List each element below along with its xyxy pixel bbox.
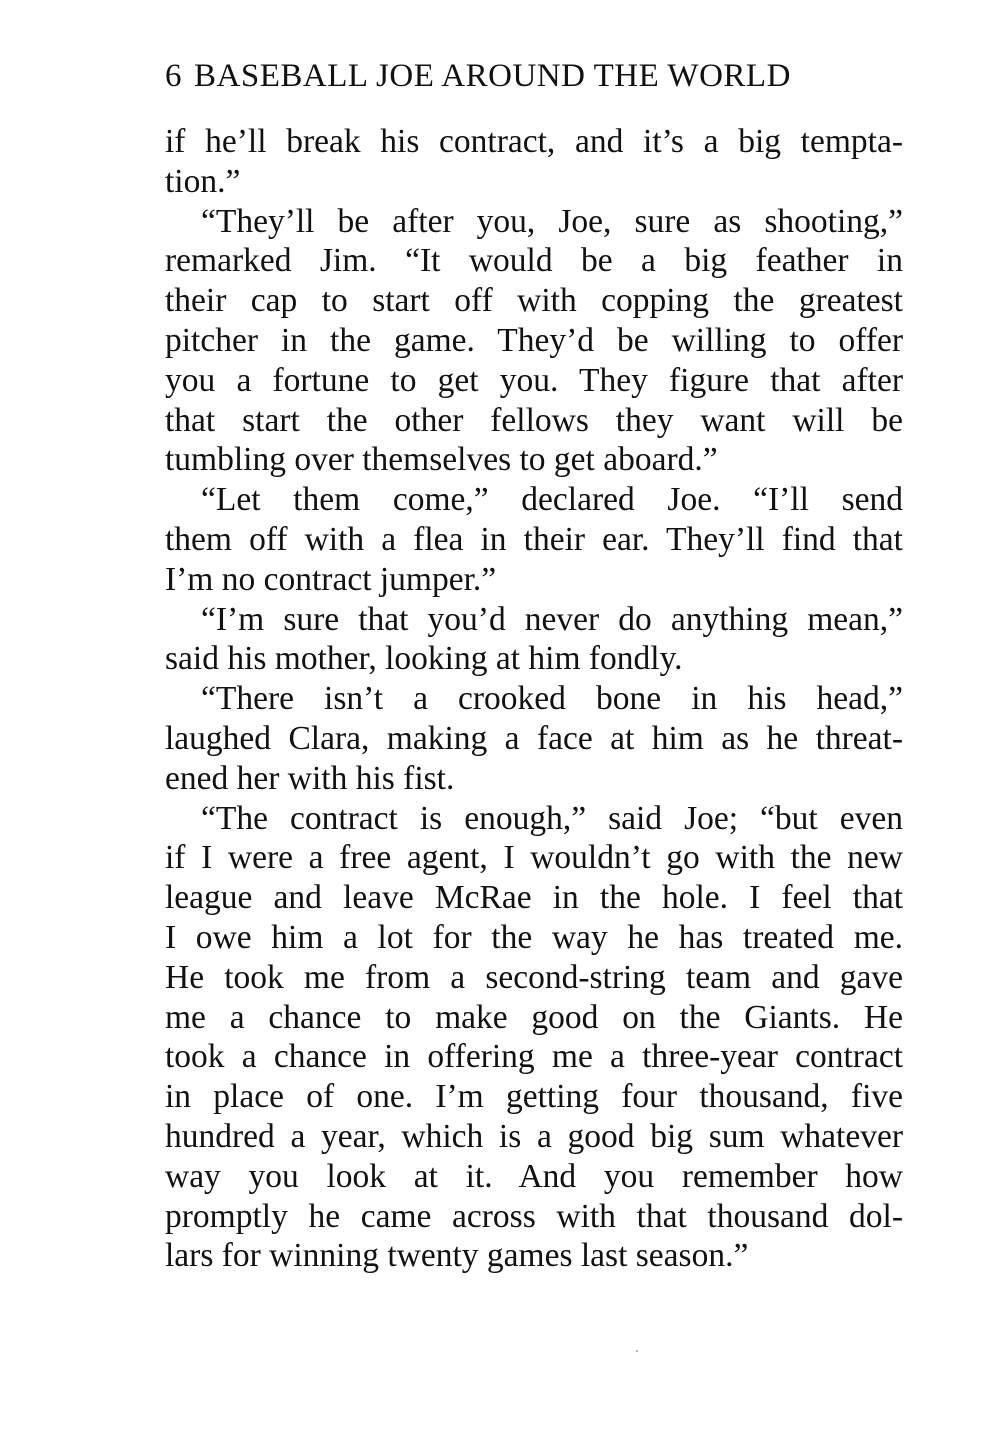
scan-speck — [636, 1350, 638, 1352]
text-line: remarked Jim. “It would be a big feather in — [165, 242, 903, 280]
text-line: “There isn’t a crooked bone in his head,” — [201, 680, 903, 718]
running-title: BASEBALL JOE AROUND THE WORLD — [194, 58, 791, 94]
text-line: “Let them come,” declared Joe. “I’ll send — [201, 481, 903, 519]
book-page — [165, 52, 903, 1276]
text-line: in place of one. I’m getting four thousand, five — [165, 1078, 903, 1116]
text-line: if he’ll break his contract, and it’s a big tempta- — [165, 123, 903, 160]
text-line: league and leave McRae in the hole. I feel that — [165, 879, 903, 917]
text-line: tion.” — [165, 162, 241, 200]
text-line: them off with a flea in their ear. They’ll find that — [165, 520, 903, 558]
text-line: hundred a year, which is a good big sum whatever — [165, 1117, 903, 1155]
text-line: took a chance in offering me a three-year contract — [165, 1038, 903, 1076]
text-line: said his mother, looking at him fondly. — [165, 640, 683, 678]
text-line: way you look at it. And you remember how — [165, 1157, 903, 1195]
text-line: tumbling over themselves to get aboard.” — [165, 441, 718, 479]
text-line: that start the other fellows they want will be — [165, 401, 903, 439]
text-line: “I’m sure that you’d never do anything mean,” — [201, 600, 903, 638]
text-line: if I were a free agent, I wouldn’t go with the new — [165, 839, 903, 877]
text-line: I owe him a lot for the way he has treated me. — [165, 918, 903, 956]
text-line: pitcher in the game. They’d be willing to offer — [165, 321, 903, 359]
text-line: He took me from a second-string team and gave — [165, 958, 903, 996]
text-line: I’m no contract jumper.” — [165, 560, 497, 598]
text-line: lars for winning twenty games last season.” — [165, 1237, 749, 1275]
text-line: you a fortune to get you. They figure that after — [165, 361, 903, 399]
text-line: me a chance to make good on the Giants. He — [165, 998, 903, 1036]
text-line: “They’ll be after you, Joe, sure as shooting,” — [201, 202, 903, 240]
running-head — [165, 52, 903, 100]
body-text — [165, 122, 903, 1276]
text-line: “The contract is enough,” said Joe; “but even — [201, 799, 903, 837]
text-line: ened her with his fist. — [165, 759, 455, 797]
text-line: promptly he came across with that thousand dol- — [165, 1197, 903, 1235]
page-number: 6 — [165, 58, 182, 94]
text-line: laughed Clara, making a face at him as he threat- — [165, 719, 903, 757]
text-line: their cap to start off with copping the greatest — [165, 282, 903, 320]
